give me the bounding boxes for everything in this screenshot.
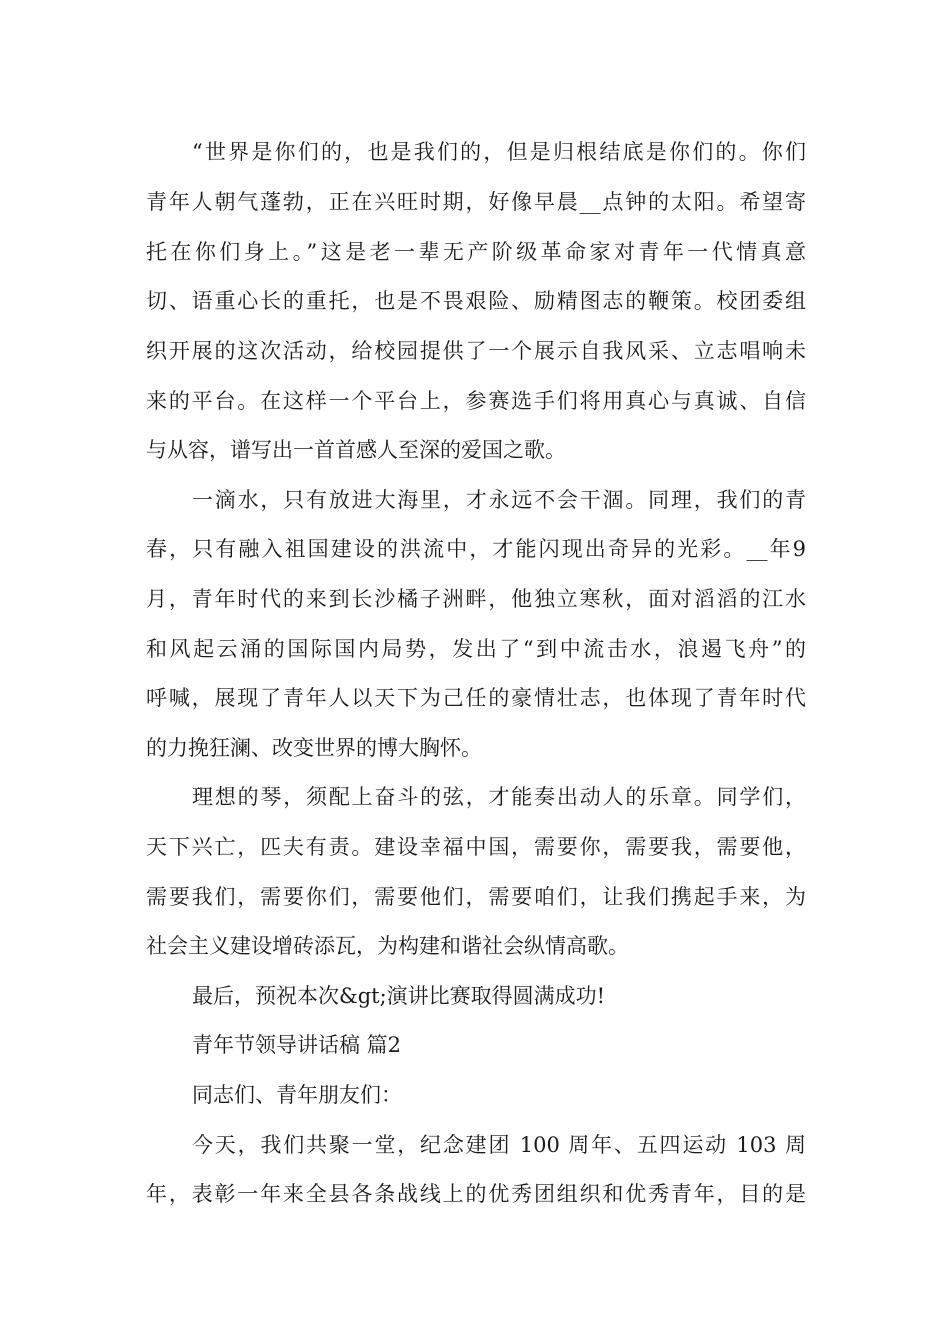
text-line: 今天，我们共聚一堂，纪念建团 100 周年、五四运动 103 周	[192, 1133, 806, 1157]
text-line: 与从容，谱写出一首首感人至深的爱国之歌。	[146, 438, 566, 462]
text-line: 春，只有融入祖国建设的洪流中，才能闪现出奇异的光彩。__年9	[146, 537, 806, 561]
text-line: 天下兴亡，匹夫有责。建设幸福中国，需要你，需要我，需要他，	[146, 835, 806, 859]
text-line: 来的平台。在这样一个平台上，参赛选手们将用真心与真诚、自信	[146, 389, 806, 413]
text-line: 社会主义建设增砖添瓦，为构建和谐社会纵情高歌。	[146, 934, 629, 958]
text-line: 年，表彰一年来全县各条战线上的优秀团组织和优秀青年，目的是	[146, 1182, 806, 1206]
text-line: 的力挽狂澜、改变世界的博大胸怀。	[146, 736, 482, 760]
text-line: 切、语重心长的重托，也是不畏艰险、励精图志的鞭策。校团委组	[146, 289, 806, 313]
text-line: 青年人朝气蓬勃，正在兴旺时期，好像早晨__点钟的太阳。希望寄	[146, 190, 806, 214]
section-heading: 青年节领导讲话稿 篇2	[192, 1033, 402, 1057]
text-line: 需要我们，需要你们，需要他们，需要咱们，让我们携起手来，为	[146, 885, 806, 909]
text-line: 一滴水，只有放进大海里，才永远不会干涸。同理，我们的青	[192, 488, 806, 512]
text-line: 托在你们身上。”这是老一辈无产阶级革命家对青年一代情真意	[146, 240, 806, 264]
text-line: “世界是你们的，也是我们的，但是归根结底是你们的。你们	[192, 140, 806, 164]
text-line: 织开展的这次活动，给校园提供了一个展示自我风采、立志唱响未	[146, 339, 806, 363]
text-line: 理想的琴，须配上奋斗的弦，才能奏出动人的乐章。同学们，	[192, 785, 806, 809]
salutation: 同志们、青年朋友们：	[192, 1083, 402, 1107]
text-line: 呼喊，展现了青年人以天下为己任的豪情壮志，也体现了青年时代	[146, 686, 806, 710]
text-line: 月，青年时代的来到长沙橘子洲畔，他独立寒秋，面对滔滔的江水	[146, 587, 806, 611]
text-line: 和风起云涌的国际国内局势，发出了“到中流击水，浪遏飞舟”的	[146, 637, 806, 661]
text-line: 最后，预祝本次&gt;演讲比赛取得圆满成功!	[192, 984, 606, 1008]
